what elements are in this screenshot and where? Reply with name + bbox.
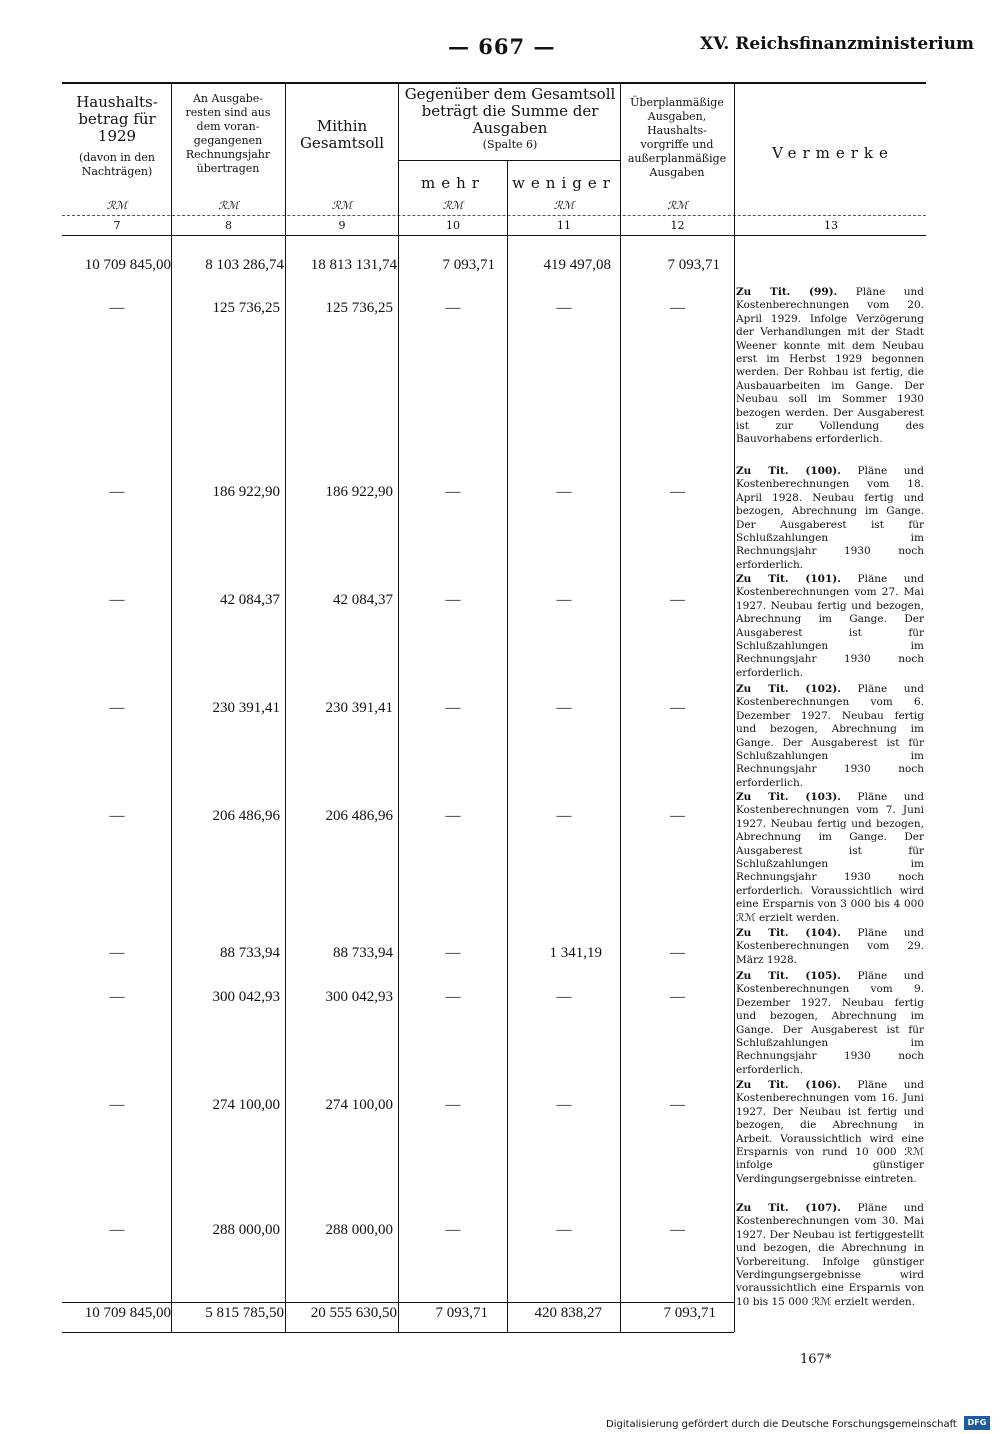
- remark: [736, 573, 924, 680]
- section-title: XV. Reichsfinanzministerium: [700, 34, 974, 54]
- table-cell: —: [556, 300, 572, 316]
- table-cell: —: [109, 484, 125, 500]
- table-cell: 1 341,19: [549, 945, 602, 961]
- remark: [736, 1202, 924, 1309]
- table-cell: 288 000,00: [212, 1222, 280, 1238]
- table-cell: —: [670, 1097, 685, 1113]
- total-cell: 420 838,27: [534, 1305, 602, 1321]
- page-number: — 667 —: [448, 34, 556, 59]
- table-cell: —: [109, 808, 125, 824]
- column-title: Haushalts-betrag für 1929: [76, 93, 158, 145]
- group-subtitle: (Spalte 6): [482, 138, 538, 151]
- total-cell: 20 555 630,50: [310, 1305, 397, 1321]
- unit-label-11: ℛℳ: [553, 199, 575, 212]
- column-rule: [398, 82, 399, 1332]
- remark: [736, 465, 924, 572]
- table-top-rule: [62, 82, 926, 84]
- column-number-9: 9: [338, 219, 346, 232]
- remark-lead: Zu Tit. (103).: [736, 791, 841, 803]
- unit-label-9: ℛℳ: [331, 199, 353, 212]
- table-cell: —: [445, 989, 461, 1005]
- remark-lead: Zu Tit. (107).: [736, 1202, 841, 1214]
- group-title: Gegenüber dem Gesamtsoll beträgt die Summe der Ausgaben: [404, 85, 616, 137]
- table-cell: —: [109, 989, 125, 1005]
- column-header-10: mehr: [421, 174, 485, 192]
- table-cell: —: [556, 808, 572, 824]
- table-cell: —: [109, 300, 125, 316]
- table-cell: 206 486,96: [325, 808, 393, 824]
- column-header-7: [64, 94, 170, 179]
- remark: [736, 683, 924, 790]
- table-cell: 186 922,90: [212, 484, 280, 500]
- table-cell: 288 000,00: [325, 1222, 393, 1238]
- table-cell: —: [556, 1222, 572, 1238]
- table-cell: 230 391,41: [212, 700, 280, 716]
- remark-text: Pläne und Kostenberechnungen vom 7. Juni 1927. Neubau fertig und bezogen, Abrechnung im Gange. Der Ausgaberest ist für Schlußzahlungen im Rechnungsjahr 1930 noch erforderlich. Voraussichtlich wird eine Ersparnis von 3 000 bis 4 000 ℛℳ erzielt werden.: [736, 791, 925, 924]
- remark-text: Pläne und Kostenberechnungen vom 27. Mai 1927. Neubau fertig und bezogen, Abrechnung im Gange. Der Ausgaberest ist für Schlußzahlungen im Rechnungsjahr 1930 noch erforderlich.: [736, 573, 925, 679]
- total-cell: 10 709 845,00: [84, 1305, 171, 1321]
- unit-label-10: ℛℳ: [442, 199, 464, 212]
- table-cell: 186 922,90: [325, 484, 393, 500]
- header-bottom-rule: [62, 235, 926, 236]
- table-cell: —: [109, 1097, 125, 1113]
- remark-text: Pläne und Kostenberechnungen vom 30. Mai 1927. Der Neubau ist fertiggestellt und bezogen, die Abrechnung in Vorbereitung. Infolge günstiger Verdingungsergebnisse wird voraussichtlich eine Ersparnis von 10 bis 15 000 ℛℳ erzielt werden.: [736, 1202, 925, 1308]
- table-cell: 125 736,25: [325, 300, 393, 316]
- header-dotted-rule: [62, 215, 926, 216]
- group-header-rule: [398, 160, 620, 161]
- table-cell: —: [670, 484, 685, 500]
- column-rule: [171, 82, 172, 1332]
- table-cell: 419 497,08: [543, 257, 611, 273]
- table-cell: 274 100,00: [212, 1097, 280, 1113]
- table-cell: —: [445, 700, 461, 716]
- table-cell: 7 093,71: [667, 257, 720, 273]
- table-cell: —: [670, 592, 685, 608]
- remark: [736, 791, 924, 925]
- remark-text: Pläne und Kostenberechnungen vom 9. Dezember 1927. Neubau fertig und bezogen, Abrechnung im Gange. Der Ausgaberest ist für Schlußzahlungen im Rechnungsjahr 1930 noch erforderlich.: [736, 970, 925, 1076]
- column-number-13: 13: [824, 219, 838, 232]
- total-cell: 7 093,71: [435, 1305, 488, 1321]
- table-cell: 274 100,00: [325, 1097, 393, 1113]
- table-bottom-rule: [62, 1332, 734, 1333]
- table-cell: —: [556, 592, 572, 608]
- table-cell: 42 084,37: [333, 592, 393, 608]
- table-cell: —: [556, 484, 572, 500]
- dfg-logo: DFG: [964, 1416, 990, 1430]
- table-cell: 8 103 286,74: [205, 257, 284, 273]
- remark-text: Pläne und Kostenberechnungen vom 18. April 1928. Neubau fertig und bezogen, Abrechnung im Gange. Der Ausgaberest ist für Schlußzahlungen im Rechnungsjahr 1930 noch erforderlich.: [736, 465, 925, 571]
- column-number-11: 11: [557, 219, 571, 232]
- table-cell: —: [445, 808, 461, 824]
- column-group-header: [402, 86, 618, 152]
- digitization-footer: Digitalisierung gefördert durch die Deutsche Forschungsgemeinschaft: [606, 1419, 957, 1430]
- remark-lead: Zu Tit. (101).: [736, 573, 841, 585]
- column-header-11: weniger: [512, 174, 616, 192]
- remark-lead: Zu Tit. (106).: [736, 1079, 841, 1091]
- signature-mark: 167*: [800, 1352, 832, 1367]
- remark: [736, 286, 924, 447]
- table-cell: 7 093,71: [442, 257, 495, 273]
- column-rule: [734, 82, 735, 1332]
- unit-label-12: ℛℳ: [667, 199, 688, 212]
- table-cell: —: [445, 592, 461, 608]
- table-cell: 88 733,94: [220, 945, 280, 961]
- column-number-10: 10: [446, 219, 460, 232]
- table-cell: —: [109, 592, 125, 608]
- remark-lead: Zu Tit. (99).: [736, 286, 838, 298]
- remark-text: Pläne und Kostenberechnungen vom 20. April 1929. Infolge Verzögerung der Verhandlungen mit der Stadt Weener konnte mit dem Neubau erst im Herbst 1929 begonnen werden. Der Rohbau ist fertig, die Ausbauarbeiten im Gange. Der Neubau soll im Sommer 1930 bezogen werden. Der Ausgaberest ist zur Vollendung des Bauvorhabens erforderlich.: [736, 286, 925, 446]
- remark: [736, 970, 924, 1077]
- table-cell: —: [109, 945, 125, 961]
- unit-label-7: ℛℳ: [106, 199, 128, 212]
- table-cell: 18 813 131,74: [310, 257, 397, 273]
- table-cell: —: [556, 1097, 572, 1113]
- table-cell: 300 042,93: [212, 989, 280, 1005]
- table-cell: 230 391,41: [325, 700, 393, 716]
- table-cell: —: [445, 1097, 461, 1113]
- table-cell: 42 084,37: [220, 592, 280, 608]
- remark-text: Pläne und Kostenberechnungen vom 6. Dezember 1927. Neubau fertig und bezogen, Abrechnung im Gange. Der Ausgaberest ist für Schlußzahlungen im Rechnungsjahr 1930 noch erforderlich.: [736, 683, 925, 789]
- remark-text: Pläne und Kostenberechnungen vom 29. März 1928.: [736, 927, 925, 966]
- table-cell: —: [445, 1222, 461, 1238]
- column-subtitle: (davon in den Nachträgen): [78, 151, 156, 178]
- table-cell: 125 736,25: [212, 300, 280, 316]
- table-cell: 206 486,96: [212, 808, 280, 824]
- table-cell: —: [670, 989, 685, 1005]
- column-rule: [620, 82, 621, 1332]
- table-cell: —: [556, 700, 572, 716]
- column-header-9: Mithin Gesamtsoll: [299, 117, 385, 152]
- column-number-8: 8: [225, 219, 232, 232]
- table-cell: —: [109, 1222, 125, 1238]
- table-cell: —: [670, 1222, 685, 1238]
- unit-label-8: ℛℳ: [218, 199, 239, 212]
- table-cell: —: [670, 700, 685, 716]
- column-header-12: Überplanmäßige Ausgaben, Haushalts-vorgriffe und außerplanmäßige Ausgaben: [627, 96, 727, 179]
- remark: [736, 927, 924, 967]
- table-cell: 300 042,93: [325, 989, 393, 1005]
- column-rule: [507, 160, 508, 1332]
- table-cell: —: [556, 989, 572, 1005]
- table-cell: 88 733,94: [333, 945, 393, 961]
- remark-lead: Zu Tit. (102).: [736, 683, 841, 695]
- remark-lead: Zu Tit. (104).: [736, 927, 841, 939]
- table-cell: —: [670, 808, 685, 824]
- remark-lead: Zu Tit. (100).: [736, 465, 841, 477]
- table-cell: —: [445, 300, 461, 316]
- column-number-7: 7: [113, 219, 121, 232]
- column-header-13: Vermerke: [772, 144, 894, 162]
- table-cell: —: [109, 700, 125, 716]
- remark-text: Pläne und Kostenberechnungen vom 16. Juni 1927. Der Neubau ist fertig und bezogen, die Abrechnung in Arbeit. Voraussichtlich wird eine Ersparnis von rund 10 000 ℛℳ infolge günstiger Verdingungsergebnisse eintreten.: [736, 1079, 925, 1185]
- table-cell: 10 709 845,00: [84, 257, 171, 273]
- remark: [736, 1079, 924, 1186]
- table-cell: —: [445, 484, 461, 500]
- table-cell: —: [670, 945, 685, 961]
- remark-lead: Zu Tit. (105).: [736, 970, 841, 982]
- column-header-8: An Ausgabe-resten sind aus dem voran-gegangenen Rechnungsjahr übertragen: [185, 92, 271, 175]
- total-cell: 7 093,71: [663, 1305, 716, 1321]
- table-cell: —: [445, 945, 461, 961]
- column-rule: [285, 82, 286, 1332]
- total-cell: 5 815 785,50: [205, 1305, 284, 1321]
- table-cell: —: [670, 300, 685, 316]
- column-number-12: 12: [670, 219, 685, 232]
